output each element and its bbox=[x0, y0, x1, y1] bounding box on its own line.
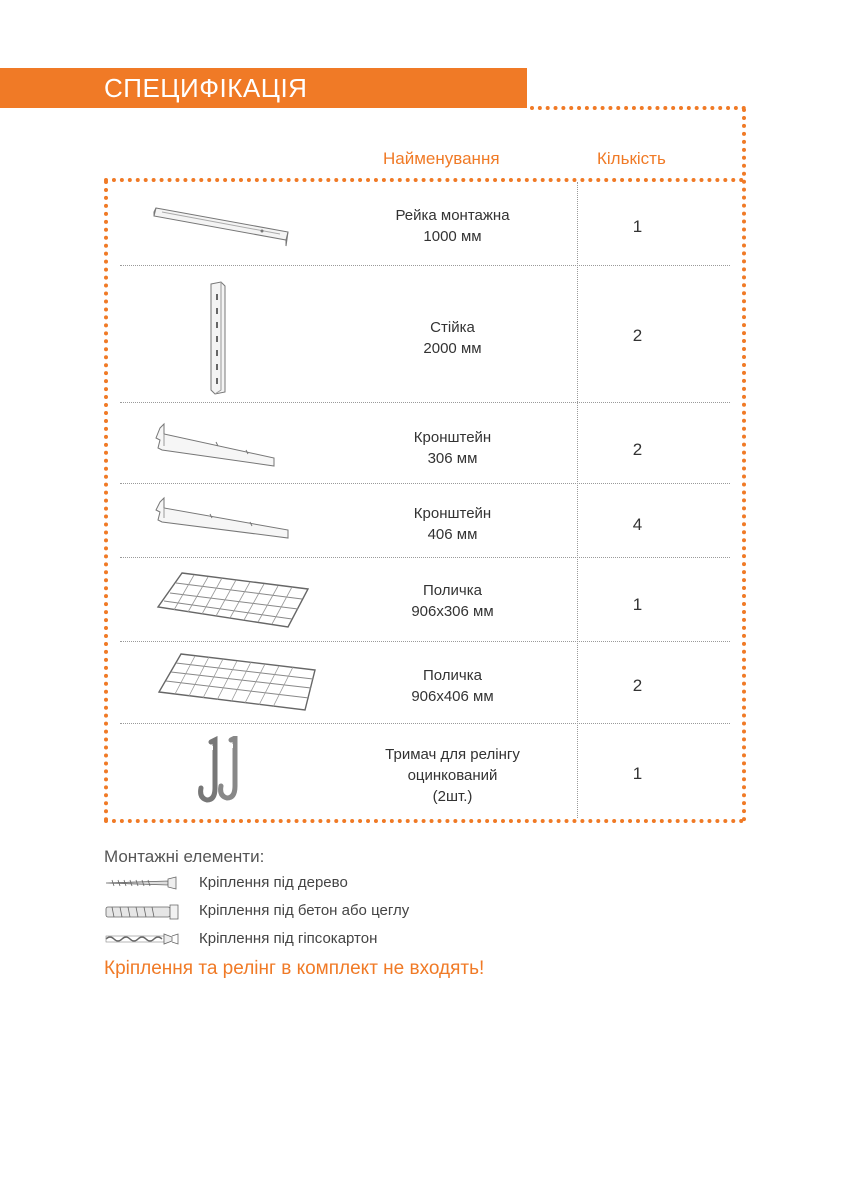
drywall-anchor-icon bbox=[104, 932, 182, 946]
table-header-divider bbox=[104, 178, 744, 182]
row-divider bbox=[120, 265, 730, 266]
bracket-icon bbox=[150, 420, 280, 472]
row-name-line3: (2шт.) bbox=[432, 788, 473, 805]
upright-post-icon bbox=[203, 280, 233, 396]
fixing-label: Кріплення під бетон або цеглу bbox=[199, 902, 410, 919]
wire-shelf-icon bbox=[155, 650, 320, 714]
row-name-line2: 906х406 мм bbox=[411, 688, 494, 705]
row-name-line1: Рейка монтажна bbox=[395, 207, 510, 224]
row-divider bbox=[120, 402, 730, 403]
row-divider bbox=[120, 723, 730, 724]
row-name-line1: Кронштейн bbox=[413, 505, 492, 522]
bracket-icon bbox=[150, 494, 295, 544]
frame-right-dots bbox=[742, 108, 746, 822]
row-name-line1: Кронштейн bbox=[413, 429, 492, 446]
mounting-title: Монтажні елементи: bbox=[104, 847, 265, 866]
row-divider bbox=[120, 557, 730, 558]
wire-shelf-icon bbox=[152, 567, 312, 631]
frame-bottom-dots bbox=[104, 819, 744, 823]
row-name-line2: 1000 мм bbox=[423, 228, 482, 245]
row-name-line2: 906х306 мм bbox=[411, 603, 494, 620]
fixing-label: Кріплення під дерево bbox=[199, 874, 348, 891]
row-name-line2: оцинкований bbox=[407, 767, 498, 784]
row-name-line2: 406 мм bbox=[427, 526, 478, 543]
column-header-name: Найменування bbox=[383, 149, 500, 168]
title-banner bbox=[0, 68, 527, 108]
row-name-line2: 2000 мм bbox=[423, 340, 482, 357]
frame-left-dots bbox=[104, 180, 108, 822]
column-header-quantity: Кількість bbox=[597, 149, 666, 168]
row-name-line1: Поличка bbox=[423, 667, 482, 684]
rail-holder-hook-icon bbox=[195, 736, 255, 810]
row-quantity: 2 bbox=[632, 326, 643, 345]
mounting-rail-icon bbox=[150, 198, 295, 250]
row-name-line1: Поличка bbox=[423, 582, 482, 599]
fixing-label: Кріплення під гіпсокартон bbox=[199, 930, 378, 947]
row-divider bbox=[120, 641, 730, 642]
row-quantity: 1 bbox=[632, 595, 643, 614]
warning-note: Кріплення та релінг в комплект не входять! bbox=[104, 958, 485, 979]
row-quantity: 1 bbox=[632, 764, 643, 783]
row-name-line1: Стійка bbox=[430, 319, 475, 336]
row-quantity: 4 bbox=[632, 515, 643, 534]
row-name-line2: 306 мм bbox=[427, 450, 478, 467]
row-quantity: 2 bbox=[632, 440, 643, 459]
row-quantity: 1 bbox=[632, 217, 643, 236]
row-name-line1: Тримач для релінгу bbox=[385, 746, 520, 763]
page-title: СПЕЦИФІКАЦІЯ bbox=[104, 73, 308, 103]
row-divider bbox=[120, 483, 730, 484]
row-quantity: 2 bbox=[632, 676, 643, 695]
wood-screw-icon bbox=[104, 876, 182, 890]
frame-top-dots bbox=[530, 106, 746, 110]
concrete-dowel-icon bbox=[104, 904, 182, 920]
